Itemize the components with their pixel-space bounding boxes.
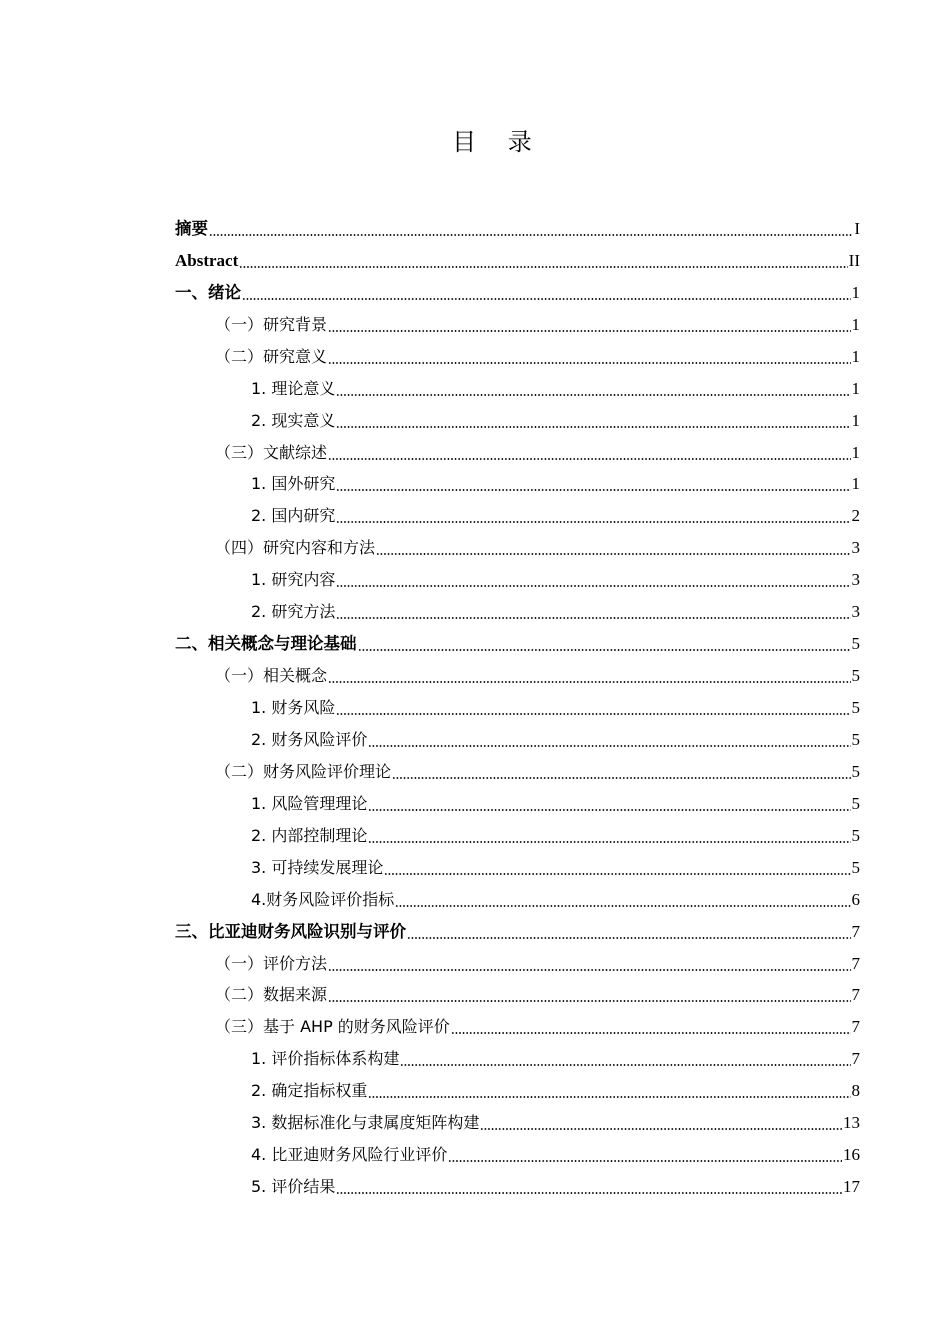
- dot-leader: [335, 469, 851, 501]
- toc-page-number: 7: [851, 1049, 860, 1069]
- toc-page-number: 5: [851, 698, 860, 718]
- toc-entry[interactable]: [175, 500, 860, 532]
- toc-page-number: 1: [851, 442, 860, 462]
- dot-leader: [447, 1139, 843, 1171]
- toc-entry-label: 1. 评价指标体系构建: [251, 1049, 400, 1069]
- toc-page-number: I: [854, 218, 860, 238]
- toc-entry[interactable]: [175, 213, 860, 245]
- toc-page-number: 8: [851, 1081, 860, 1101]
- toc-entry-label: 一、绪论: [175, 282, 241, 302]
- toc-entry[interactable]: [175, 1011, 860, 1043]
- toc-page-number: 1: [851, 282, 860, 302]
- dot-leader: [335, 564, 851, 596]
- toc-entry[interactable]: [175, 1139, 860, 1171]
- dot-leader: [327, 309, 851, 341]
- dot-leader: [375, 532, 851, 564]
- dot-leader: [367, 820, 851, 852]
- dot-leader: [335, 405, 851, 437]
- toc-entry[interactable]: [175, 692, 860, 724]
- toc-page-number: II: [848, 250, 860, 270]
- toc-entry-label: 1. 财务风险: [251, 698, 336, 718]
- toc-entry-label: Abstract: [175, 250, 239, 270]
- toc-page-number: 1: [851, 410, 860, 430]
- toc-entry-label: （二）研究意义: [215, 346, 328, 366]
- toc-entry-label: 2. 确定指标权重: [251, 1081, 368, 1101]
- toc-entry[interactable]: [175, 788, 860, 820]
- toc-entry[interactable]: [175, 820, 860, 852]
- toc-entry[interactable]: [175, 309, 860, 341]
- toc-entry-label: （一）相关概念: [215, 666, 328, 686]
- toc-entry-label: 1. 国外研究: [251, 474, 336, 494]
- toc-entry[interactable]: [175, 852, 860, 884]
- toc-page-number: 3: [851, 570, 860, 590]
- toc-entry-label: 1. 研究内容: [251, 570, 336, 590]
- dot-leader: [367, 1075, 851, 1107]
- toc-entry[interactable]: [175, 980, 860, 1012]
- toc-entry-label: （三）基于 AHP 的财务风险评价: [215, 1017, 450, 1037]
- toc-page-number: 6: [851, 889, 860, 909]
- toc-page-number: 7: [851, 1017, 860, 1037]
- toc-page-number: 13: [843, 1113, 860, 1133]
- dot-leader: [327, 437, 851, 469]
- toc-page-number: 1: [851, 378, 860, 398]
- toc-entry[interactable]: [175, 1075, 860, 1107]
- dot-leader: [394, 884, 851, 916]
- toc-entry-label: 4.财务风险评价指标: [251, 889, 395, 909]
- toc-page-number: 1: [851, 474, 860, 494]
- toc-entry[interactable]: [175, 948, 860, 980]
- toc-entry-label: 3. 数据标准化与隶属度矩阵构建: [251, 1113, 480, 1133]
- dot-leader: [391, 756, 851, 788]
- dot-leader: [479, 1107, 843, 1139]
- toc-entry[interactable]: [175, 469, 860, 501]
- toc-entry-label: 1. 理论意义: [251, 378, 336, 398]
- toc-entry-label: （二）财务风险评价理论: [215, 761, 392, 781]
- dot-leader: [399, 1043, 851, 1075]
- toc-entry-label: 2. 财务风险评价: [251, 729, 368, 749]
- dot-leader: [335, 373, 851, 405]
- toc-entry[interactable]: [175, 532, 860, 564]
- toc-page-number: 7: [851, 985, 860, 1005]
- toc-page-number: 5: [851, 761, 860, 781]
- dot-leader: [327, 948, 851, 980]
- toc-page-number: 5: [851, 825, 860, 845]
- toc-entry[interactable]: [175, 373, 860, 405]
- dot-leader: [367, 724, 851, 756]
- toc-entry[interactable]: [175, 724, 860, 756]
- dot-leader: [327, 341, 851, 373]
- toc-entry-label: 摘要: [175, 218, 208, 238]
- toc-entry-label: 二、相关概念与理论基础: [175, 634, 357, 654]
- toc-entry-label: （二）数据来源: [215, 985, 328, 1005]
- dot-leader: [335, 500, 851, 532]
- dot-leader: [327, 660, 851, 692]
- toc-entry[interactable]: [175, 916, 860, 948]
- dot-leader: [450, 1011, 852, 1043]
- toc-page-number: 7: [851, 921, 860, 941]
- toc-entry-label: （一）研究背景: [215, 314, 328, 334]
- toc-entry[interactable]: [175, 564, 860, 596]
- toc-page-number: 17: [843, 1177, 860, 1197]
- toc-page-number: 5: [851, 729, 860, 749]
- dot-leader: [383, 852, 851, 884]
- table-of-contents: [175, 213, 860, 1203]
- toc-entry-label: 2. 内部控制理论: [251, 825, 368, 845]
- dot-leader: [335, 1171, 843, 1203]
- toc-entry[interactable]: [175, 1043, 860, 1075]
- toc-entry-label: 2. 国内研究: [251, 506, 336, 526]
- toc-entry-label: 1. 风险管理理论: [251, 793, 368, 813]
- dot-leader: [238, 245, 848, 277]
- toc-entry-label: 2. 现实意义: [251, 410, 336, 430]
- toc-page-number: 3: [851, 602, 860, 622]
- dot-leader: [327, 980, 851, 1012]
- toc-page-number: 5: [851, 666, 860, 686]
- dot-leader: [406, 916, 852, 948]
- dot-leader: [335, 692, 851, 724]
- toc-entry[interactable]: [175, 341, 860, 373]
- dot-leader: [367, 788, 851, 820]
- toc-entry-label: 三、比亚迪财务风险识别与评价: [175, 921, 406, 941]
- dot-leader: [241, 277, 852, 309]
- toc-entry[interactable]: [175, 437, 860, 469]
- dot-leader: [208, 213, 854, 245]
- toc-page-number: 5: [851, 634, 860, 654]
- toc-entry[interactable]: [175, 756, 860, 788]
- toc-entry[interactable]: [175, 884, 860, 916]
- toc-entry[interactable]: [175, 245, 860, 277]
- toc-entry[interactable]: [175, 1171, 860, 1203]
- toc-entry[interactable]: [175, 628, 860, 660]
- toc-entry-label: 4. 比亚迪财务风险行业评价: [251, 1145, 448, 1165]
- toc-page-number: 3: [851, 538, 860, 558]
- toc-page-number: 16: [843, 1145, 860, 1165]
- toc-page-number: 5: [851, 857, 860, 877]
- toc-entry[interactable]: [175, 405, 860, 437]
- toc-page-number: 7: [851, 953, 860, 973]
- toc-entry[interactable]: [175, 1107, 860, 1139]
- toc-page-number: 5: [851, 793, 860, 813]
- toc-entry-label: （三）文献综述: [215, 442, 328, 462]
- toc-entry-label: （四）研究内容和方法: [215, 538, 376, 558]
- toc-page-number: 1: [851, 346, 860, 366]
- toc-page-number: 2: [851, 506, 860, 526]
- toc-entry[interactable]: [175, 660, 860, 692]
- dot-leader: [357, 628, 852, 660]
- toc-entry[interactable]: [175, 596, 860, 628]
- toc-entry-label: 3. 可持续发展理论: [251, 857, 384, 877]
- toc-entry[interactable]: [175, 277, 860, 309]
- toc-title: 目 录: [452, 128, 544, 156]
- toc-entry-label: 5. 评价结果: [251, 1177, 336, 1197]
- toc-entry-label: 2. 研究方法: [251, 602, 336, 622]
- toc-entry-label: （一）评价方法: [215, 953, 328, 973]
- toc-page-number: 1: [851, 314, 860, 334]
- dot-leader: [335, 596, 851, 628]
